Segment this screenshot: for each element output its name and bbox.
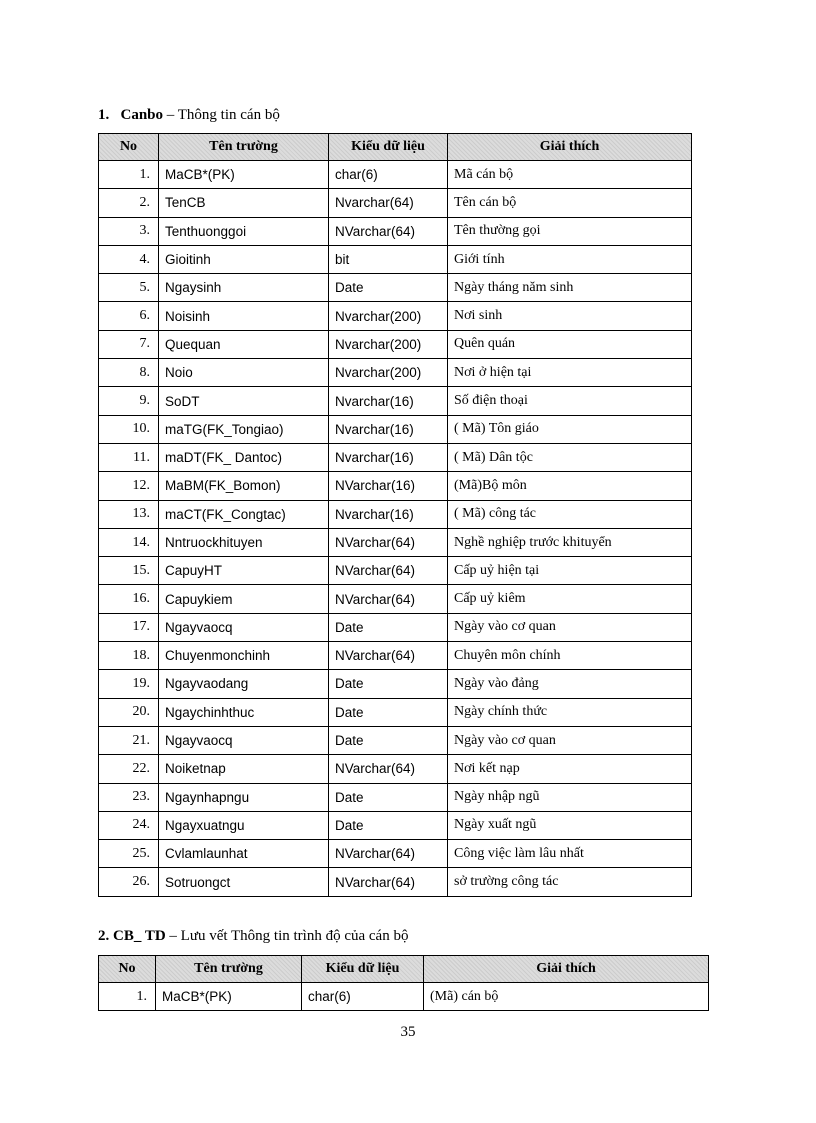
cell-field-name: maCT(FK_Congtac) [159, 500, 329, 528]
cell-no: 19. [99, 670, 159, 698]
cell-data-type: Date [329, 670, 448, 698]
cell-no: 23. [99, 783, 159, 811]
table-row [99, 613, 692, 641]
table-row [99, 642, 692, 670]
cell-field-name: SoDT [159, 387, 329, 415]
cell-description: (Mã) cán bộ [424, 983, 709, 1011]
table-row [99, 585, 692, 613]
cell-description: Nơi sinh [448, 302, 692, 330]
cell-data-type: Date [329, 783, 448, 811]
cell-no: 16. [99, 585, 159, 613]
cell-no: 21. [99, 726, 159, 754]
section-1-name: Canbo [120, 107, 164, 123]
cell-data-type: NVarchar(64) [329, 755, 448, 783]
table-header-row [99, 134, 692, 161]
cell-field-name: Tenthuonggoi [159, 217, 329, 245]
cell-description: Nghề nghiệp trước khituyển [448, 528, 692, 556]
cell-no: 5. [99, 274, 159, 302]
cell-data-type: Date [329, 698, 448, 726]
section-1-number: 1. [98, 107, 110, 123]
cell-description: Cấp uỷ kiêm [448, 585, 692, 613]
section-1-title [98, 107, 280, 124]
cell-field-name: maTG(FK_Tongiao) [159, 415, 329, 443]
header-field-name: Tên trường [156, 956, 302, 983]
cell-field-name: Cvlamlaunhat [159, 840, 329, 868]
cell-description: Cấp uỷ hiện tại [448, 557, 692, 585]
table-row [99, 415, 692, 443]
cell-description: ( Mã) Dân tộc [448, 443, 692, 471]
cell-description: Ngày vào cơ quan [448, 613, 692, 641]
cell-no: 2. [99, 189, 159, 217]
table-header-row [99, 956, 709, 983]
cell-field-name: Sotruongct [159, 868, 329, 896]
cell-field-name: MaBM(FK_Bomon) [159, 472, 329, 500]
table-row [99, 217, 692, 245]
cell-field-name: maDT(FK_ Dantoc) [159, 443, 329, 471]
cell-data-type: Nvarchar(16) [329, 415, 448, 443]
cell-description: Số điện thoại [448, 387, 692, 415]
table-row [99, 868, 692, 896]
header-description: Giải thích [424, 956, 709, 983]
cell-data-type: NVarchar(64) [329, 557, 448, 585]
cell-data-type: Nvarchar(200) [329, 330, 448, 358]
table-row [99, 811, 692, 839]
table-row [99, 840, 692, 868]
cell-field-name: MaCB*(PK) [159, 161, 329, 189]
cell-no: 7. [99, 330, 159, 358]
cell-description: Chuyên môn chính [448, 642, 692, 670]
table-row [99, 472, 692, 500]
cell-data-type: NVarchar(64) [329, 217, 448, 245]
cell-description: Nơi ở hiện tại [448, 359, 692, 387]
cell-description: ( Mã) Tôn giáo [448, 415, 692, 443]
cell-description: Ngày nhập ngũ [448, 783, 692, 811]
cell-description: Ngày vào đảng [448, 670, 692, 698]
cell-data-type: NVarchar(64) [329, 585, 448, 613]
cell-description: Ngày chính thức [448, 698, 692, 726]
table-row [99, 698, 692, 726]
cell-no: 18. [99, 642, 159, 670]
cell-data-type: Nvarchar(16) [329, 500, 448, 528]
cell-field-name: Gioitinh [159, 245, 329, 273]
cell-field-name: Ngayxuatngu [159, 811, 329, 839]
cell-data-type: Nvarchar(200) [329, 302, 448, 330]
cell-data-type: char(6) [302, 983, 424, 1011]
table-row [99, 161, 692, 189]
cell-description: (Mã)Bộ môn [448, 472, 692, 500]
section-2-name: CB_ TD [113, 928, 166, 944]
table-row [99, 274, 692, 302]
table-row [99, 302, 692, 330]
cell-no: 1. [99, 161, 159, 189]
header-no: No [99, 956, 156, 983]
cell-no: 8. [99, 359, 159, 387]
cell-data-type: char(6) [329, 161, 448, 189]
cell-no: 20. [99, 698, 159, 726]
cell-data-type: Nvarchar(16) [329, 387, 448, 415]
cell-no: 10. [99, 415, 159, 443]
cell-description: Ngày tháng năm sinh [448, 274, 692, 302]
cell-data-type: bit [329, 245, 448, 273]
cell-field-name: Ngayvaocq [159, 613, 329, 641]
cell-no: 4. [99, 245, 159, 273]
header-description: Giải thích [448, 134, 692, 161]
cell-field-name: Quequan [159, 330, 329, 358]
table-row [99, 557, 692, 585]
cell-data-type: Nvarchar(200) [329, 359, 448, 387]
table-row [99, 330, 692, 358]
cell-field-name: MaCB*(PK) [156, 983, 302, 1011]
table-row [99, 387, 692, 415]
cell-field-name: Ngaynhapngu [159, 783, 329, 811]
cell-no: 3. [99, 217, 159, 245]
cell-description: ( Mã) công tác [448, 500, 692, 528]
table-row [99, 670, 692, 698]
cell-field-name: CapuyHT [159, 557, 329, 585]
cell-no: 12. [99, 472, 159, 500]
table-row [99, 528, 692, 556]
cell-field-name: Nntruockhituyen [159, 528, 329, 556]
table-row [99, 359, 692, 387]
cell-data-type: NVarchar(64) [329, 840, 448, 868]
cell-no: 14. [99, 528, 159, 556]
cell-field-name: TenCB [159, 189, 329, 217]
cell-no: 13. [99, 500, 159, 528]
cell-description: Mã cán bộ [448, 161, 692, 189]
header-field-name: Tên trường [159, 134, 329, 161]
cell-description: Quên quán [448, 330, 692, 358]
cell-no: 6. [99, 302, 159, 330]
section-2-description: – Lưu vết Thông tin trình độ của cán bộ [169, 928, 409, 944]
cb-td-table [98, 955, 709, 1011]
cell-field-name: Ngaychinhthuc [159, 698, 329, 726]
section-1-description: – Thông tin cán bộ [166, 107, 280, 123]
section-2-title [98, 928, 408, 945]
cell-data-type: Nvarchar(16) [329, 443, 448, 471]
cell-data-type: Date [329, 811, 448, 839]
cell-no: 15. [99, 557, 159, 585]
cell-field-name: Noisinh [159, 302, 329, 330]
cell-no: 17. [99, 613, 159, 641]
cell-data-type: NVarchar(64) [329, 642, 448, 670]
table-row [99, 500, 692, 528]
header-data-type: Kiểu dữ liệu [302, 956, 424, 983]
cell-no: 22. [99, 755, 159, 783]
section-2-number: 2. [98, 928, 110, 944]
cell-description: Giới tính [448, 245, 692, 273]
cell-description: Tên thường gọi [448, 217, 692, 245]
cell-data-type: Nvarchar(64) [329, 189, 448, 217]
canbo-table [98, 133, 692, 897]
cell-description: Tên cán bộ [448, 189, 692, 217]
table-row [99, 726, 692, 754]
table-row [99, 245, 692, 273]
cell-data-type: Date [329, 274, 448, 302]
page-number: 35 [400, 1024, 416, 1040]
cell-field-name: Ngayvaodang [159, 670, 329, 698]
cell-no: 25. [99, 840, 159, 868]
cell-data-type: NVarchar(16) [329, 472, 448, 500]
cell-data-type: NVarchar(64) [329, 868, 448, 896]
cell-data-type: Date [329, 726, 448, 754]
cell-description: sở trường công tác [448, 868, 692, 896]
table-row [99, 755, 692, 783]
table-row [99, 783, 692, 811]
cell-field-name: Noiketnap [159, 755, 329, 783]
table-row [99, 983, 709, 1011]
cell-no: 9. [99, 387, 159, 415]
cell-no: 26. [99, 868, 159, 896]
cell-description: Ngày vào cơ quan [448, 726, 692, 754]
cell-no: 11. [99, 443, 159, 471]
header-no: No [99, 134, 159, 161]
cell-data-type: NVarchar(64) [329, 528, 448, 556]
cell-description: Nơi kết nạp [448, 755, 692, 783]
header-data-type: Kiểu dữ liệu [329, 134, 448, 161]
table-row [99, 189, 692, 217]
cell-description: Ngày xuất ngũ [448, 811, 692, 839]
table-row [99, 443, 692, 471]
cell-data-type: Date [329, 613, 448, 641]
cell-field-name: Ngaysinh [159, 274, 329, 302]
cell-field-name: Capuykiem [159, 585, 329, 613]
cell-no: 24. [99, 811, 159, 839]
cell-description: Công việc làm lâu nhất [448, 840, 692, 868]
cell-no: 1. [99, 983, 156, 1011]
cell-field-name: Noio [159, 359, 329, 387]
cell-field-name: Chuyenmonchinh [159, 642, 329, 670]
cell-field-name: Ngayvaocq [159, 726, 329, 754]
